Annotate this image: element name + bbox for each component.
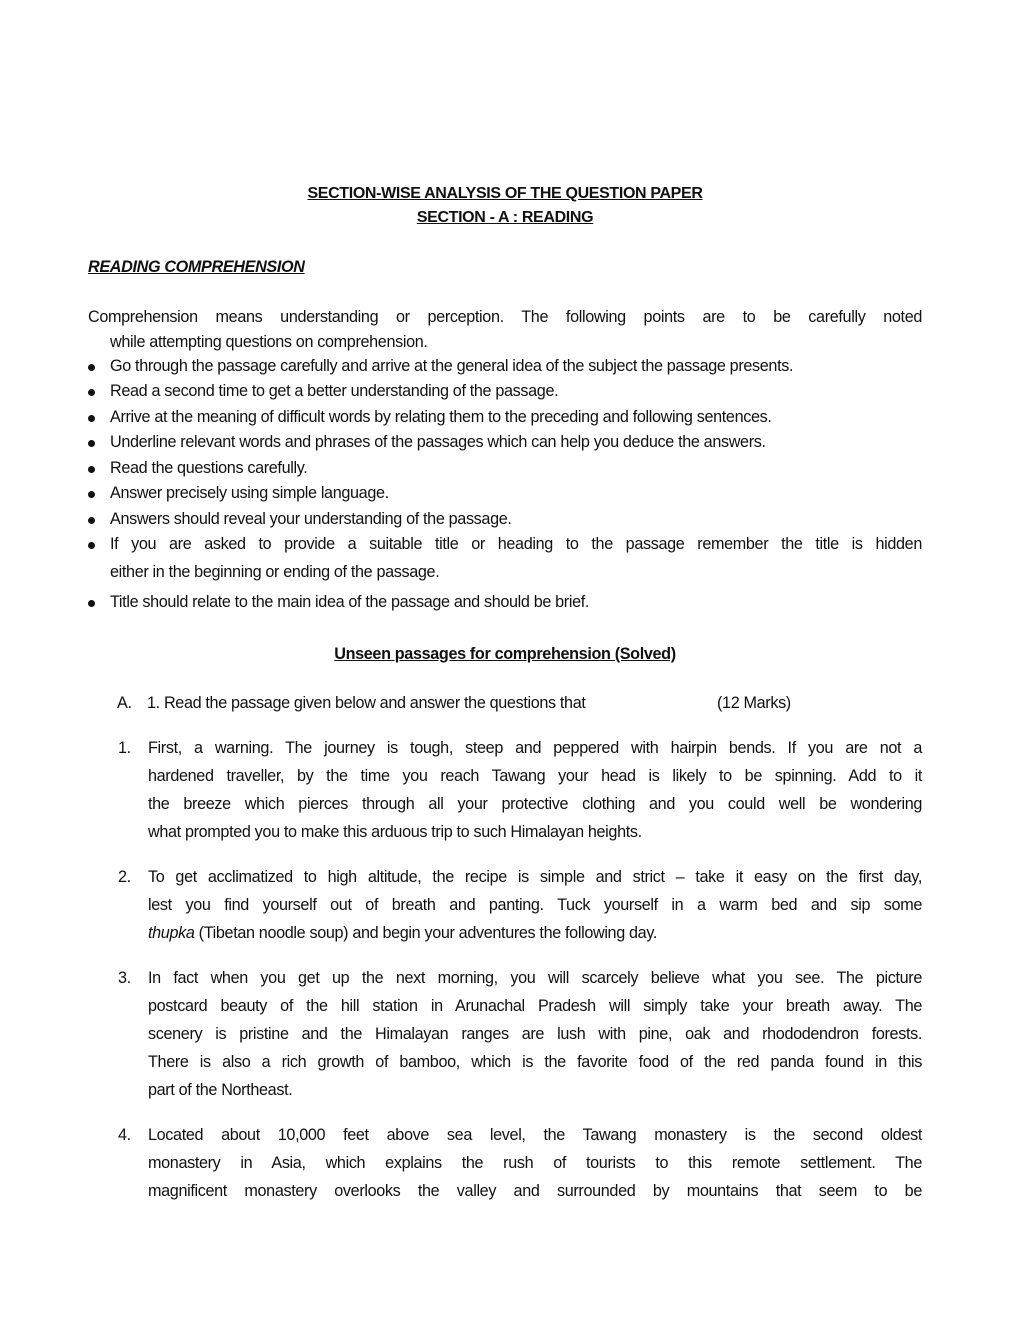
paragraph-number: 4.: [118, 1126, 131, 1144]
bullet-icon: [88, 440, 95, 447]
bullet-icon: [88, 466, 95, 473]
tip-item-continuation: either in the beginning or ending of the passage.: [110, 563, 440, 581]
bullet-icon: [88, 364, 95, 371]
question-marks: (12 Marks): [717, 694, 791, 712]
passage-line: part of the Northeast.: [148, 1081, 293, 1099]
passage-line: the breeze which pierces through all your protective clothing and you could well be wondering: [148, 795, 922, 813]
tip-item-line-1: If you are asked to provide a suitable title or heading to the passage remember the title is hidden: [110, 535, 922, 553]
tip-item: Answers should reveal your understanding of the passage.: [110, 510, 512, 528]
tip-item: Answer precisely using simple language.: [110, 484, 389, 502]
paragraph-number: 2.: [118, 868, 131, 886]
tip-item: [110, 535, 922, 554]
question-label: A.: [117, 694, 132, 712]
bullet-icon: [88, 517, 95, 524]
passage-line: [148, 924, 922, 943]
passage-line: Located about 10,000 feet above sea level, the Tawang monastery is the second oldest: [148, 1126, 922, 1144]
tip-item: Go through the passage carefully and arrive at the general idea of the subject the passage presents.: [110, 357, 794, 375]
passage-paragraph-1: [148, 739, 922, 851]
tip-item: Read a second time to get a better understanding of the passage.: [110, 382, 559, 400]
bullet-icon: [88, 542, 95, 549]
question-text: 1. Read the passage given below and answer the questions that: [147, 694, 586, 712]
passage-line: postcard beauty of the hill station in Arunachal Pradesh will simply take your breath away. The: [148, 997, 922, 1015]
intro-paragraph: [88, 308, 922, 327]
passage-paragraph-4: [148, 1126, 922, 1210]
passage-paragraph-2: [148, 868, 922, 952]
passage-line: what prompted you to make this arduous trip to such Himalayan heights.: [148, 823, 642, 841]
section-title: SECTION - A : READING: [416, 209, 594, 226]
passage-line: hardened traveller, by the time you reach Tawang your head is likely to be spinning. Add to it: [148, 767, 922, 785]
reading-comprehension-heading: READING COMPREHENSION: [88, 258, 305, 276]
passage-paragraph-3: [148, 969, 922, 1109]
italic-term: thupka: [148, 924, 195, 942]
passage-line: There is also a rich growth of bamboo, which is the favorite food of the red panda found in this: [148, 1053, 922, 1071]
passage-line-rest: (Tibetan noodle soup) and begin your adventures the following day.: [194, 924, 658, 942]
bullet-icon: [88, 491, 95, 498]
bullet-icon: [88, 600, 95, 607]
paragraph-number: 1.: [118, 739, 131, 757]
paragraph-number: 3.: [118, 969, 131, 987]
intro-line-2: while attempting questions on comprehension.: [110, 333, 428, 351]
tip-item: Read the questions carefully.: [110, 459, 308, 477]
tip-item: Underline relevant words and phrases of the passages which can help you deduce the answers.: [110, 433, 766, 451]
tip-item: Arrive at the meaning of difficult words by relating them to the preceding and following sentences.: [110, 408, 772, 426]
passage-line: In fact when you get up the next morning, you will scarcely believe what you see. The picture: [148, 969, 922, 987]
intro-line-1: Comprehension means understanding or perception. The following points are to be carefully noted: [88, 308, 922, 326]
document-title: SECTION-WISE ANALYSIS OF THE QUESTION PAPER: [307, 185, 703, 202]
passage-line: scenery is pristine and the Himalayan ranges are lush with pine, oak and rhododendron forests.: [148, 1025, 922, 1043]
bullet-icon: [88, 415, 95, 422]
tip-item: Title should relate to the main idea of the passage and should be brief.: [110, 593, 590, 611]
unseen-passages-heading: Unseen passages for comprehension (Solved): [334, 645, 676, 663]
passage-line: First, a warning. The journey is tough, steep and peppered with hairpin bends. If you are not a: [148, 739, 922, 757]
passage-line: To get acclimatized to high altitude, the recipe is simple and strict – take it easy on the first day,: [148, 868, 922, 886]
passage-line: lest you find yourself out of breath and panting. Tuck yourself in a warm bed and sip some: [148, 896, 922, 914]
passage-line: magnificent monastery overlooks the valley and surrounded by mountains that seem to be: [148, 1182, 922, 1200]
bullet-icon: [88, 389, 95, 396]
passage-line: monastery in Asia, which explains the rush of tourists to this remote settlement. The: [148, 1154, 922, 1172]
